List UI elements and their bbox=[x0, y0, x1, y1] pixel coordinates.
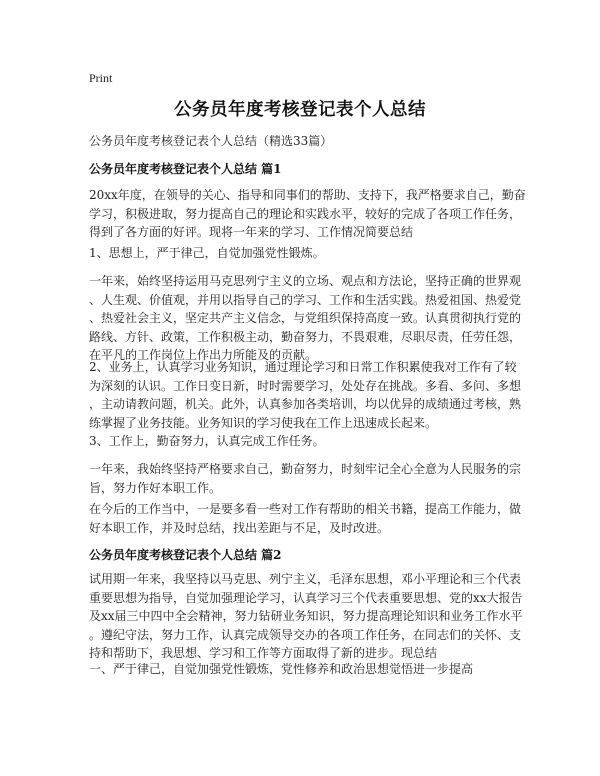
paragraph: 试用期一年来，我坚持以马克思、列宁主义，毛泽东思想，邓小平理论和三个代表 重要思想为指导，自觉加强理论学习，认真学习三个代表重要思想、党的xx大报告 及xx届三中四中全会精神，努力钻研业务知识，努力提高理论知识和业务工作水平 。遵纪守法，努力工作，认真完成领导交办的各项工作任务，在同志们的关怀、支 持和帮助下，我思想、学习和工作等方面取得了新的进步。现总结 bbox=[89, 572, 523, 660]
section-heading-1: 公务员年度考核登记表个人总结 篇1 bbox=[89, 162, 282, 176]
paragraph: 一年来，始终坚持运用马克思列宁主义的立场、观点和方法论，坚持正确的世界观 、人生观、价值观，并用以指导自己的学习、工作和生活实践。热爱祖国、热爱党 、热爱社会主义，坚定共产主义信念，与党组织保持高度一致。认真贯彻执行党的 路线、方针、政策，工作积极主动，勤奋努力，不畏艰难，尽职尽责，任劳任怨， 在平凡的工作岗位上作出力所能及的贡献。 bbox=[89, 274, 522, 362]
paragraph: 1、思想上，严于律己，自觉加强党性锻炼。 bbox=[89, 246, 325, 260]
paragraph: 3、工作上，勤奋努力，认真完成工作任务。 bbox=[89, 434, 325, 448]
paragraph: 20xx年度，在领导的关心、指导和同事们的帮助、支持下，我严格要求自己，勤奋 学习，积极进取，努力提高自己的理论和实践水平，较好的完成了各项工作任务， 得到了各方面的好评。现将一年来的学习、工作情况简要总结 bbox=[89, 188, 526, 239]
paragraph: 在今后的工作当中，一是要多看一些对工作有帮助的相关书籍，提高工作能力，做 好本职工作，并及时总结，找出差距与不足，及时改进。 bbox=[89, 502, 522, 535]
print-label: Print bbox=[89, 71, 113, 85]
intro-line: 公务员年度考核登记表个人总结（精选33篇） bbox=[89, 134, 333, 148]
paragraph: 一年来，我始终坚持严格要求自己，勤奋努力，时刻牢记全心全意为人民服务的宗 旨，努力作好本职工作。 bbox=[89, 462, 522, 495]
section-heading-2: 公务员年度考核登记表个人总结 篇2 bbox=[89, 548, 282, 562]
paragraph: 2、业务上，认真学习业务知识，通过理论学习和日常工作积累使我对工作有了较 为深刻的认识。工作日变日新，时时需要学习，处处存在挑战。多看、多问、多想 ，主动请教问题，机关。此外，认真参加各类培训，均以优异的成绩通过考核，熟 练掌握了业务技能。业务知识的学习使我在工作上迅速成长起来。 bbox=[89, 360, 522, 430]
paragraph: 一、严于律己，自觉加强党性锻炼，党性修养和政治思想觉悟进一步提高 bbox=[89, 662, 474, 676]
page-title: 公务员年度考核登记表个人总结 bbox=[174, 100, 426, 120]
